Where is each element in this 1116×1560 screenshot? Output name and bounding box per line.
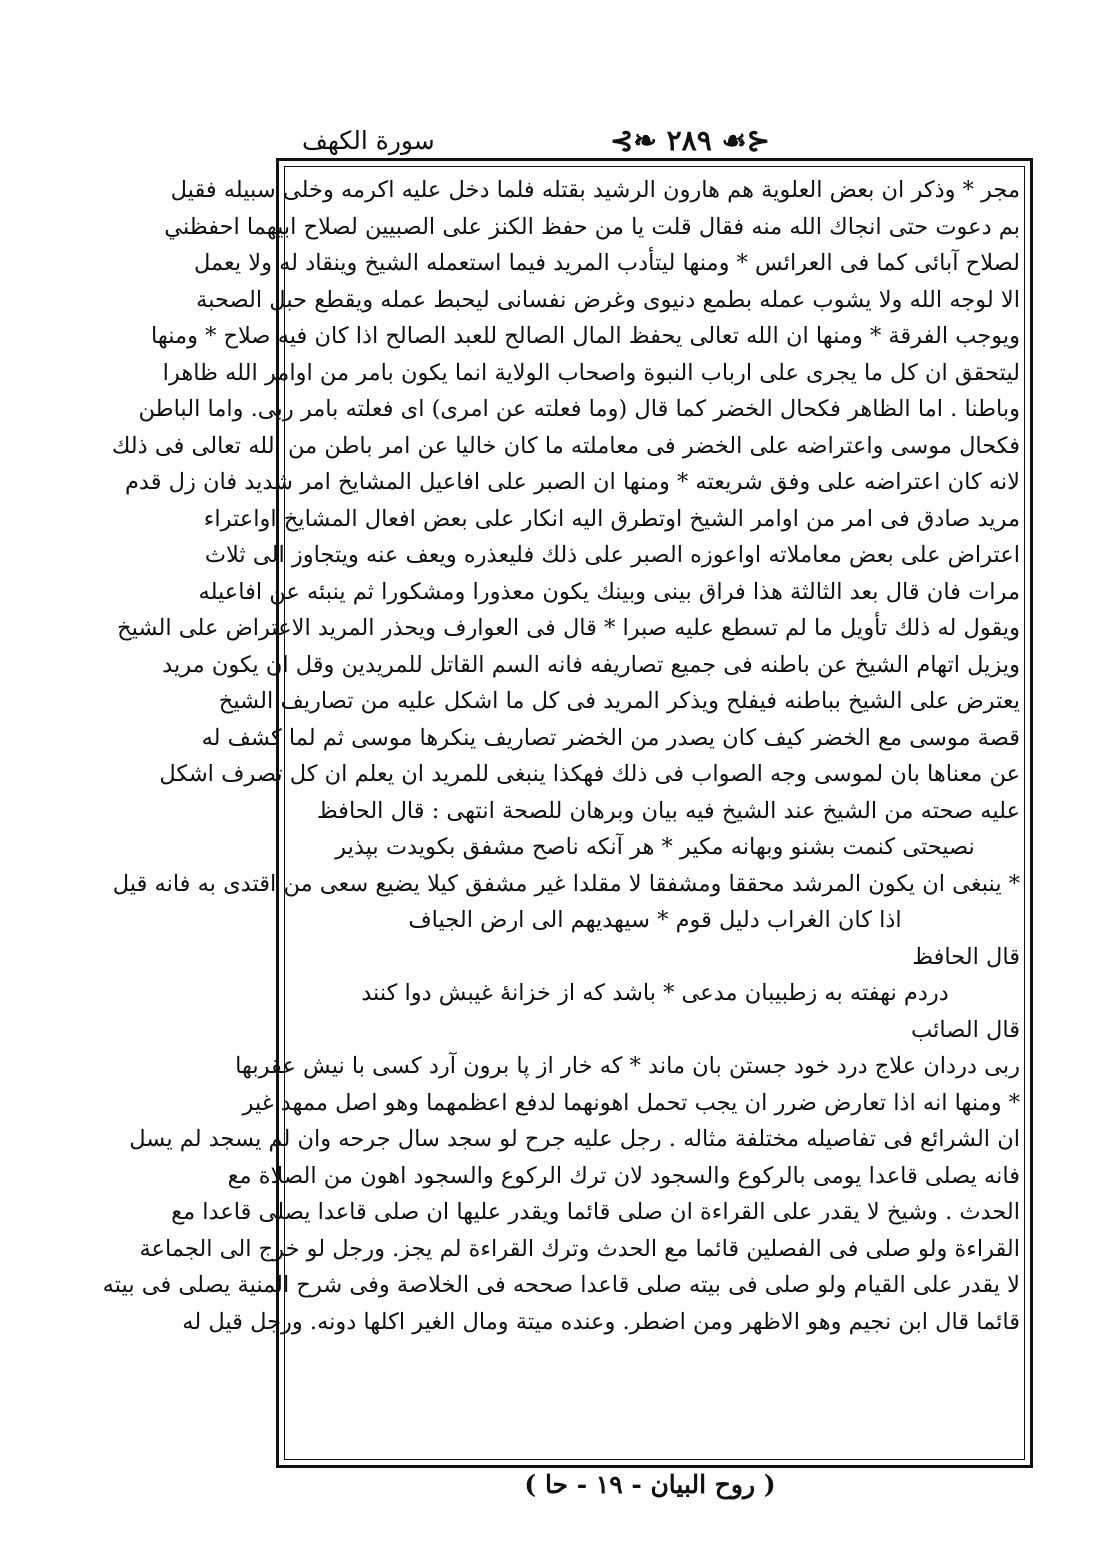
verse: اذا كان الغراب دليل قوم * سيهديهم الى ارض الجياف	[408, 907, 902, 933]
text-line: الحدث . وشيخ لا يقدر على القراءة ان صلى قائما ويقدر عليها ان صلى قاعدا يصلى قاعدا مع	[171, 1199, 1020, 1225]
page-number	[590, 124, 790, 157]
text-line: فانه يصلى قاعدا يومى بالركوع والسجود لان ترك الركوع والسجود اهون من الصلاة مع	[227, 1162, 1020, 1189]
text-line: * ينبغى ان يكون المرشد محققا ومشفقا لا مقلدا غير مشفق كيلا يضيع سعى من اقتدى به فانه قيل	[112, 870, 1020, 897]
text-line: عليه صحته من الشيخ عند الشيخ فيه بيان وبرهان للصحة انتهى : قال الحافظ	[316, 797, 1020, 824]
text-line: ليتحقق ان كل ما يجرى على ارباب النبوة واصحاب الولاية انما يكون بامر من اوامر الله ظاهرا	[162, 359, 1020, 386]
text-line: الا لوجه الله ولا يشوب عمله بطمع دنيوى وغرض نفسانى ليحبط عمله ويقطع حبل الصحبة	[196, 286, 1020, 313]
verse-label: قال الحافظ	[912, 943, 1020, 970]
text-line: مجر * وذكر ان بعض العلوية هم هارون الرشيد بقتله فلما دخل عليه اكرمه وخلى سبيله فقيل	[170, 177, 1020, 203]
text-line: ويزيل اتهام الشيخ عن باطنه فى جميع تصاريفه فانه السم القاتل للمريدين وقل ان يكون مريد	[162, 651, 1020, 678]
text-line: اعتراض على بعض معاملاته اواعوزه الصبر على ذلك فليعذره ويعف عنه ويتجاوز الى ثلاث	[204, 542, 1020, 568]
verse: نصيحتى كنمت بشنو وبهانه مكير * هر آنكه ناصح مشفق بكويدت بپذير	[335, 834, 975, 860]
verse: دردم نهفته به زطبيبان مدعى * باشد كه از خزانهٔ غيبش دوا كنند	[361, 980, 949, 1006]
text-line: القراءة ولو صلى فى الفصلين قائما مع الحدث وترك القراءة لم يجز. ورجل لو خرج الى الجماعة	[139, 1235, 1020, 1262]
surah-title: سورة الكهف	[302, 126, 435, 155]
text-line: لانه كان اعتراضه على وفق شريعته * ومنها ان الصبر على افاعيل المشايخ امر شديد فان زل قدم	[124, 469, 1020, 495]
text-line: لصلاح آبائى كما فى العرائس * ومنها ليتأدب المريد فيما استعمله الشيخ وينقاد له ولا يعمل	[193, 250, 1020, 276]
verse-label: قال الصائب	[911, 1016, 1020, 1043]
main-text	[102, 172, 1020, 1457]
text-line: ويوجب الفرقة * ومنها ان الله تعالى يحفظ المال الصالح للعبد الصالح اذا كان فيه صلاح * ومنها	[151, 323, 1020, 349]
text-line: وباطنا . اما الظاهر فكحال الخضر كما قال (وما فعلته عن امرى) اى فعلته بامر ربى. واما الباطن	[138, 396, 1020, 422]
text-line: ان الشرائع فى تفاصيله مختلفة مثاله . رجل عليه جرح لو سجد سال جرحه وان لم يسجد لم يسل	[129, 1126, 1020, 1152]
ornament-right-icon: ☙⊱	[711, 124, 771, 157]
text-line: قائما قال ابن نجيم وهو الاظهر ومن اضطر. وعنده ميتة ومال الغير اكلها دونه. ورجل قيل له	[182, 1308, 1020, 1335]
text-line: بم دعوت حتى انجاك الله منه فقال قلت يا من حفظ الكنز على الصبيين لصلاح ابيهما احفظني	[164, 213, 1020, 240]
text-line: مرات فان قال بعد الثالثة هذا فراق بينى وبينك يكون معذورا ومشكورا ثم ينبئه عن افاعيله	[198, 578, 1020, 605]
text-line: يعترض على الشيخ بباطنه فيفلح ويذكر المريد فى كل ما اشكل عليه من تصاريف الشيخ	[218, 688, 1020, 714]
ornament-left-icon: ⊰❧	[609, 124, 667, 157]
text-line: عن معناها بان لموسى وجه الصواب فى ذلك فهكذا ينبغى للمريد ان يعلم ان كل تصرف اشكل	[159, 761, 1020, 787]
page-footer: ( روح البيان - ١٩ - حا )	[524, 1470, 776, 1499]
text-line: فكحال موسى واعتراضه على الخضر فى معاملته ما كان خاليا عن امر باطن من الله تعالى فى ذلك	[111, 432, 1020, 459]
page-number-value: ۲۸۹	[666, 124, 712, 157]
text-line: لا يقدر على القيام ولو صلى فى بيته صلى قاعدا صححه فى الخلاصة وفى شرح المنية يصلى فى بيته	[102, 1272, 1020, 1298]
text-line: قصة موسى مع الخضر كيف كان يصدر من الخضر تصاريف ينكرها موسى ثم لما كشف له	[201, 724, 1020, 751]
page-header	[280, 122, 1035, 162]
verse: ربى دردان علاج درد خود جستن بان ماند * كه خار از پا برون آرد كسى با نيش عقربها	[235, 1053, 1020, 1079]
text-line: مريد صادق فى امر من اوامر الشيخ اوتطرق اليه انكار على بعض افعال المشايخ اواعتراء	[203, 505, 1020, 532]
text-line: * ومنها انه اذا تعارض ضرر ان يجب تحمل اهونهما لدفع اعظمهما وهو اصل ممهد غير	[242, 1089, 1020, 1116]
text-line: ويقول له ذلك تأويل ما لم تسطع عليه صبرا * قال فى العوارف ويحذر المريد الاعتراض على الشيخ	[117, 615, 1020, 641]
